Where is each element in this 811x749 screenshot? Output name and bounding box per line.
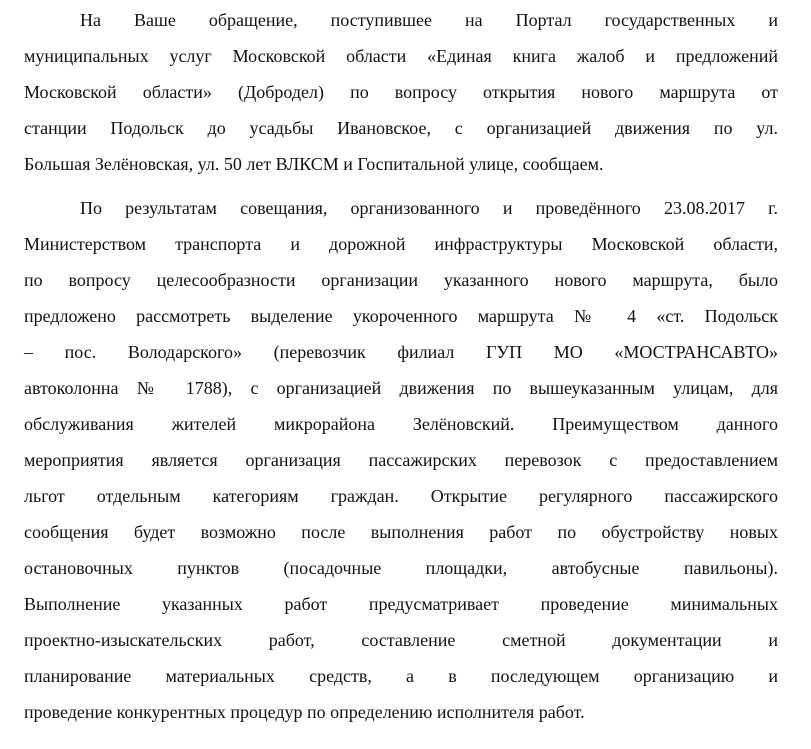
paragraph-2-line-9: льгот отдельным категориям граждан. Открытие регулярного пассажирского [24, 486, 778, 506]
paragraph-1-line-4: станции Подольск до усадьбы Ивановское, с организацией движения по ул. [24, 118, 778, 138]
paragraph-2-line-1: По результатам совещания, организованного и проведённого 23.08.2017 г. [80, 198, 778, 218]
paragraph-2-line-12: Выполнение указанных работ предусматривает проведение минимальных [24, 594, 778, 614]
paragraph-2-line-10: сообщения будет возможно после выполнения работ по обустройству новых [24, 522, 778, 542]
paragraph-2-line-2: Министерством транспорта и дорожной инфраструктуры Московской области, [24, 234, 778, 254]
paragraph-1-line-5: Большая Зелёновская, ул. 50 лет ВЛКСМ и Госпитальной улице, сообщаем. [24, 154, 604, 174]
paragraph-2-line-15: проведение конкурентных процедур по определению исполнителя работ. [24, 702, 585, 722]
paragraph-2-line-14: планирование материальных средств, а в последующем организацию и [24, 666, 778, 686]
paragraph-2-line-4: предложено рассмотреть выделение укороченного маршрута № 4 «ст. Подольск [24, 306, 778, 326]
paragraph-2-line-7: обслуживания жителей микрорайона Зелёновский. Преимуществом данного [24, 414, 778, 434]
paragraph-2-line-3: по вопросу целесообразности организации указанного нового маршрута, было [24, 270, 778, 290]
paragraph-1-line-2: муниципальных услуг Московской области «Единая книга жалоб и предложений [24, 46, 778, 66]
paragraph-2-line-13: проектно-изыскательских работ, составление сметной документации и [24, 630, 778, 650]
paragraph-2-line-6: автоколонна № 1788), с организацией движения по вышеуказанным улицам, для [24, 378, 778, 398]
paragraph-1-line-1: На Ваше обращение, поступившее на Портал государственных и [80, 10, 778, 30]
paragraph-2-line-11: остановочных пунктов (посадочные площадки, автобусные павильоны). [24, 558, 778, 578]
paragraph-1-line-3: Московской области» (Добродел) по вопросу открытия нового маршрута от [24, 82, 778, 102]
paragraph-2-line-8: мероприятия является организация пассажирских перевозок с предоставлением [24, 450, 778, 470]
paragraph-2-line-5: – пос. Володарского» (перевозчик филиал ГУП МО «МОСТРАНСАВТО» [24, 342, 778, 362]
